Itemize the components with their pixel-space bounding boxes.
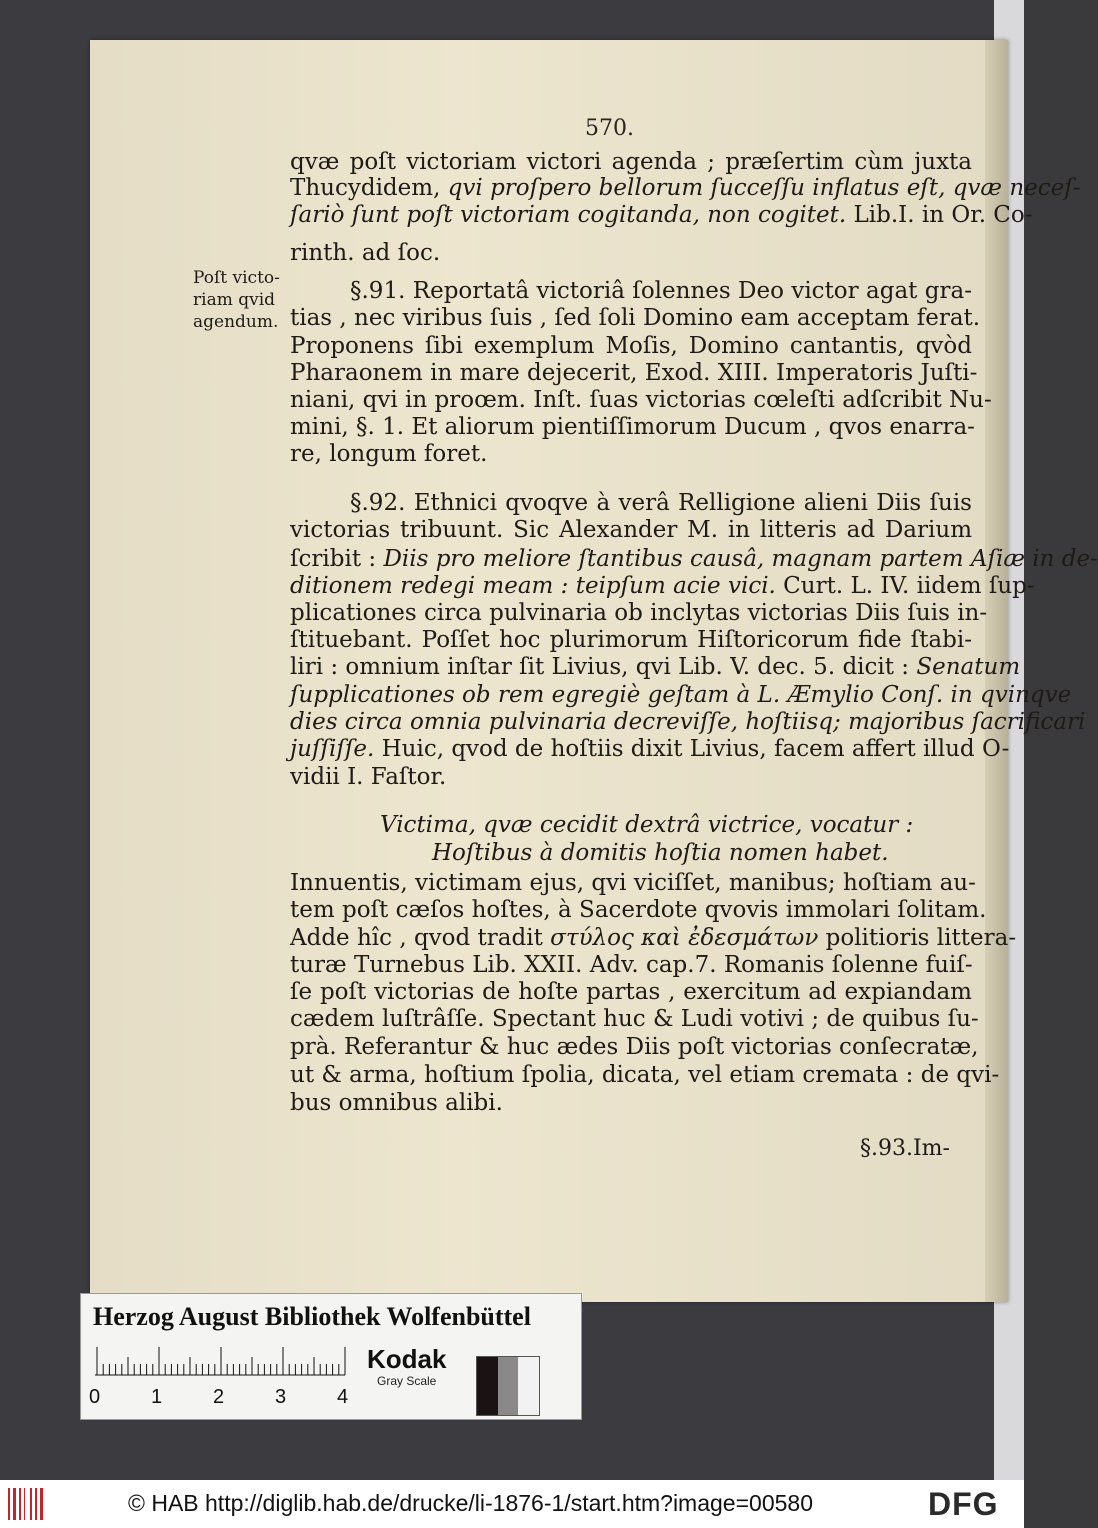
catchword: §.93.Im- xyxy=(860,1136,950,1161)
text-line xyxy=(290,682,1072,708)
swatch-dark xyxy=(477,1357,498,1415)
text-segment: tias , nec viribus ſuis , ſed ſoli Domino eam acceptam ferat. xyxy=(290,305,981,331)
text-segment: ſariò ſunt poſt victoriam cogitanda, non cogitet. xyxy=(290,202,847,228)
text-segment: cædem luſtrâſſe. Spectant huc & Ludi votivi ; de quibus ſu- xyxy=(290,1006,979,1032)
gray-scale-label: Gray Scale xyxy=(377,1374,437,1388)
ruler-label: 0 xyxy=(89,1386,101,1408)
text-segment: liri : omnium inſtar ſit Livius, qvi Lib. V. dec. 5. dicit : xyxy=(290,654,917,680)
text-line xyxy=(290,305,981,331)
barcode-bar xyxy=(35,1488,37,1520)
barcode-icon xyxy=(8,1488,48,1520)
ruler-label: 3 xyxy=(275,1386,287,1408)
text-segment: Pharaonem in mare dejecerit, Exod. XIII. Imperatoris Juſti- xyxy=(290,360,978,386)
ruler-scale xyxy=(95,1346,355,1376)
barcode-bar xyxy=(30,1488,32,1520)
text-line xyxy=(290,600,988,626)
text-segment: tem poſt cæſos hoſtes, à Sacerdote qvovis immolari ſolitam. xyxy=(290,897,987,923)
text-line xyxy=(290,1062,1000,1088)
text-segment: §.92. Ethnici qvoqve à verâ Relligione alieni Diis ſuis xyxy=(350,490,972,516)
gray-swatches xyxy=(476,1356,540,1416)
text-line xyxy=(290,387,992,413)
text-line xyxy=(290,979,972,1005)
swatch-mid xyxy=(498,1357,519,1415)
text-segment: στύλος καὶ ἐδεσμάτων xyxy=(550,925,819,951)
text-segment: niani, qvi in proœm. Inſt. ſuas victorias cœleſti adſcribit Nu- xyxy=(290,387,992,413)
text-line xyxy=(290,764,972,790)
text-line xyxy=(290,360,978,386)
text-line xyxy=(290,736,1010,762)
page-number: 570. xyxy=(585,116,634,141)
text-line xyxy=(350,278,972,304)
text-segment: prà. Referantur & huc ædes Diis poſt victorias conſecratæ, xyxy=(290,1034,979,1060)
text-segment: ditionem redegi meam : teipſum acie vici. xyxy=(290,573,776,599)
text-line xyxy=(290,517,972,543)
text-line xyxy=(290,1034,979,1060)
margin-note-line: Poſt victo- xyxy=(193,268,280,288)
text-segment: mini, §. 1. Et aliorum pientiſſimorum Ducum , qvos enarra- xyxy=(290,414,975,440)
text-line xyxy=(432,840,972,866)
barcode-bar xyxy=(19,1488,21,1520)
text-segment: re, longum foret. xyxy=(290,441,488,467)
text-segment: Lib.I. in Or. Co- xyxy=(846,202,1033,228)
text-segment: ut & arma, hoſtium ſpolia, dicata, vel etiam cremata : de qvi- xyxy=(290,1062,1000,1088)
text-line xyxy=(290,441,972,467)
text-segment: ſcribit : xyxy=(290,546,384,572)
text-segment: ſtituebant. Poſſet hoc plurimorum Hiſtoricorum fide ſtabi- xyxy=(290,627,972,653)
text-segment: Curt. L. IV. iidem ſup- xyxy=(775,573,1035,599)
barcode-bar xyxy=(24,1488,25,1520)
text-line xyxy=(380,812,972,838)
text-segment: Huic, qvod de hoſtiis dixit Livius, facem affert illud O- xyxy=(374,736,1010,762)
text-segment: vidii I. Faſtor. xyxy=(290,764,447,790)
text-line xyxy=(290,175,1081,201)
text-segment: Innuentis, victimam ejus, qvi viciſſet, manibus; hoſtiam au- xyxy=(290,870,976,896)
color-calibration-card xyxy=(80,1293,582,1420)
library-name: Herzog August Bibliothek Wolfenbüttel xyxy=(93,1302,531,1331)
barcode-bar xyxy=(40,1488,43,1520)
dfg-logo: DFG xyxy=(928,1486,999,1522)
swatch-light xyxy=(518,1357,539,1415)
text-segment: Diis pro meliore ſtantibus causâ, magnam partem Aſiæ in de- xyxy=(383,546,1098,572)
text-line xyxy=(290,1090,972,1116)
text-segment: qvæ poſt victoriam victori agenda ; præſertim cùm juxta xyxy=(290,149,972,175)
text-segment: bus omnibus alibi. xyxy=(290,1090,503,1116)
text-line xyxy=(290,627,972,653)
text-segment: plicationes circa pulvinaria ob inclytas victorias Diis ſuis in- xyxy=(290,600,988,626)
text-segment: qvi proſpero bellorum ſucceſſu inflatus eſt, qvæ neceſ- xyxy=(447,175,1081,201)
margin-note-line: riam qvid xyxy=(193,290,276,310)
text-line xyxy=(290,870,976,896)
text-segment: Senatum xyxy=(916,654,1021,680)
text-line xyxy=(290,573,1035,599)
ruler-label: 1 xyxy=(151,1386,163,1408)
text-line xyxy=(290,414,975,440)
text-segment: politioris littera- xyxy=(818,925,1017,951)
margin-note-line: agendum. xyxy=(193,312,279,332)
text-line xyxy=(290,149,972,175)
text-segment: Adde hîc , qvod tradit xyxy=(290,925,551,951)
footer-bar xyxy=(0,1480,1024,1528)
text-line xyxy=(290,1006,979,1032)
text-segment: turæ Turnebus Lib. XXII. Adv. cap.7. Romanis ſolenne fuiſ- xyxy=(290,952,973,978)
barcode-bar xyxy=(8,1488,10,1520)
text-segment: victorias tribuunt. Sic Alexander M. in litteris ad Darium xyxy=(290,517,972,543)
text-line xyxy=(290,897,987,923)
text-line xyxy=(290,925,1017,951)
text-line xyxy=(290,240,972,266)
text-segment: Victima, qvæ cecidit dextrâ victrice, vocatur : xyxy=(380,812,914,838)
text-segment: ſupplicationes ob rem egregiè geſtam à L. Æmylio Conſ. in qvinqve xyxy=(290,682,1072,708)
text-line xyxy=(290,333,972,359)
text-line xyxy=(350,490,972,516)
text-segment: Hoſtibus à domitis hoſtia nomen habet. xyxy=(432,840,889,866)
text-segment: Thucydidem, xyxy=(290,175,448,201)
text-segment: §.91. Reportatâ victoriâ ſolennes Deo victor agat gra- xyxy=(350,278,972,304)
text-line xyxy=(290,709,1086,735)
text-line xyxy=(290,952,972,978)
text-segment: rinth. ad ſoc. xyxy=(290,240,441,266)
text-segment: ſe poſt victorias de hoſte partas , exercitum ad expiandam xyxy=(290,979,972,1005)
text-line xyxy=(290,202,1033,228)
ruler-label: 2 xyxy=(213,1386,225,1408)
copyright-link[interactable]: © HAB http://diglib.hab.de/drucke/li-1876-1/start.htm?image=00580 xyxy=(128,1490,813,1516)
kodak-logo: Kodak xyxy=(367,1344,447,1374)
text-line xyxy=(290,654,1021,680)
barcode-bar xyxy=(13,1488,16,1520)
text-line xyxy=(290,546,1098,572)
text-segment: juſſiſſe. xyxy=(290,736,375,762)
text-segment: Proponens ſibi exemplum Moſis, Domino cantantis, qvòd xyxy=(290,333,972,359)
ruler-label: 4 xyxy=(337,1386,349,1408)
text-segment: dies circa omnia pulvinaria decreviſſe, hoſtiisq; majoribus ſacrificari xyxy=(290,709,1086,735)
